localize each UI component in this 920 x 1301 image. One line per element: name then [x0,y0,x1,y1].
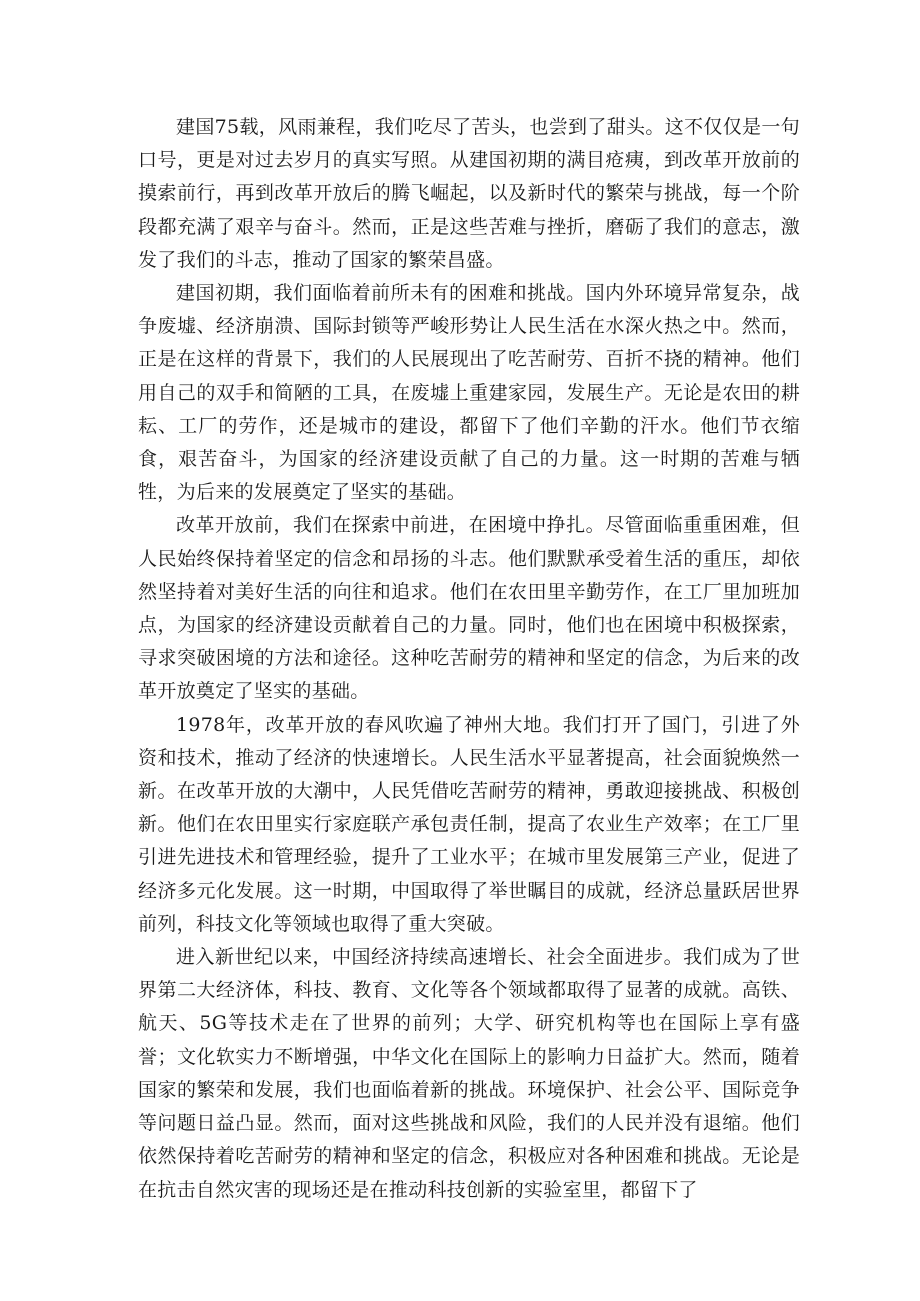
paragraph-5: 进入新世纪以来，中国经济持续高速增长、社会全面进步。我们成为了世界第二大经济体，科技、教育、文化等各个领域都取得了显著的成就。高铁、航天、5G等技术走在了世界的前列；大学、研究机构等也在国际上享有盛誉；文化软实力不断增强，中华文化在国际上的影响力日益扩大。然而，随着国家的繁荣和发展，我们也面临着新的挑战。环境保护、社会公平、国际竞争等问题日益凸显。然而，面对这些挑战和风险，我们的人民并没有退缩。他们依然保持着吃苦耐劳的精神和坚定的信念，积极应对各种困难和挑战。无论是在抗击自然灾害的现场还是在推动科技创新的实验室里，都留下了 [138,946,800,1201]
paragraph-1: 建国75载，风雨兼程，我们吃尽了苦头，也尝到了甜头。这不仅仅是一句口号，更是对过去岁月的真实写照。从建国初期的满目疮痍，到改革开放前的摸索前行，再到改革开放后的腾飞崛起，以及新时代的繁荣与挑战，每一个阶段都充满了艰辛与奋斗。然而，正是这些苦难与挫折，磨砺了我们的意志，激发了我们的斗志，推动了国家的繁荣昌盛。 [138,116,800,271]
paragraph-3: 改革开放前，我们在探索中前进，在困境中挣扎。尽管面临重重困难，但人民始终保持着坚定的信念和昂扬的斗志。他们默默承受着生活的重压，却依然坚持着对美好生活的向往和追求。他们在农田里辛勤劳作，在工厂里加班加点，为国家的经济建设贡献着自己的力量。同时，他们也在困境中积极探索，寻求突破困境的方法和途径。这种吃苦耐劳的精神和坚定的信念，为后来的改革开放奠定了坚实的基础。 [138,514,800,703]
paragraph-2: 建国初期，我们面临着前所未有的困难和挑战。国内外环境异常复杂，战争废墟、经济崩溃、国际封锁等严峻形势让人民生活在水深火热之中。然而，正是在这样的背景下，我们的人民展现出了吃苦耐劳、百折不挠的精神。他们用自己的双手和简陋的工具，在废墟上重建家园，发展生产。无论是农田的耕耘、工厂的劳作，还是城市的建设，都留下了他们辛勤的汗水。他们节衣缩食，艰苦奋斗，为国家的经济建设贡献了自己的力量。这一时期的苦难与牺牲，为后来的发展奠定了坚实的基础。 [138,282,800,504]
paragraph-4: 1978年，改革开放的春风吹遍了神州大地。我们打开了国门，引进了外资和技术，推动了经济的快速增长。人民生活水平显著提高，社会面貌焕然一新。在改革开放的大潮中，人民凭借吃苦耐劳的精神，勇敢迎接挑战、积极创新。他们在农田里实行家庭联产承包责任制，提高了农业生产效率；在工厂里引进先进技术和管理经验，提升了工业水平；在城市里发展第三产业，促进了经济多元化发展。这一时期，中国取得了举世瞩目的成就，经济总量跃居世界前列，科技文化等领域也取得了重大突破。 [138,713,800,935]
document-body [138,111,800,1207]
